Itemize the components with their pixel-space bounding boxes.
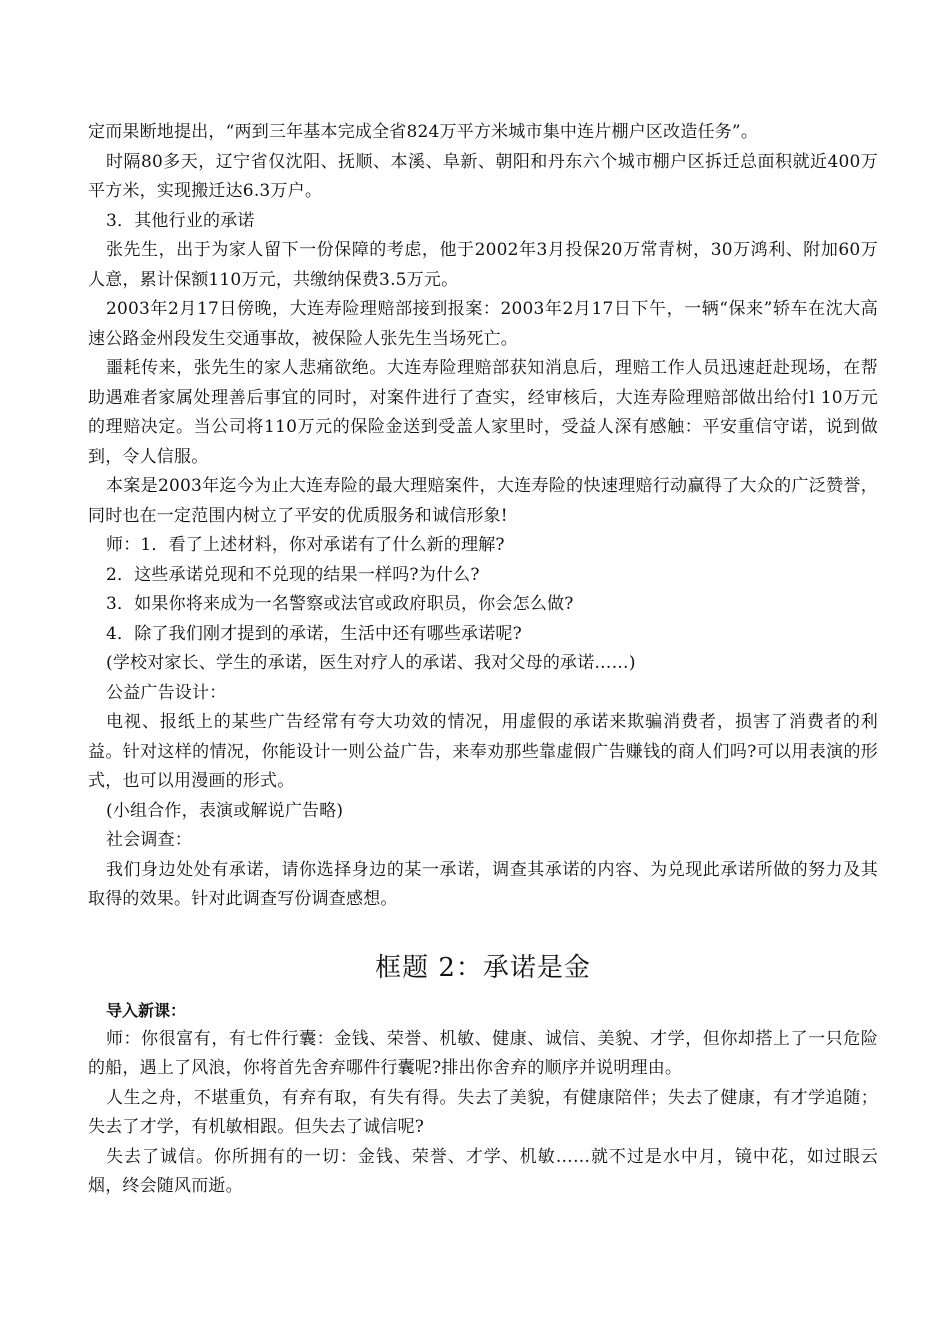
paragraph: (学校对家长、学生的承诺，医生对疗人的承诺、我对父母的承诺……) [106, 653, 636, 673]
paragraph: 失去了诚信。你所拥有的一切：金钱、荣誉、才学、机敏……就不过是水中月，镜中花，如过眼云烟，终会随风而逝。 [88, 1146, 878, 1196]
paragraph: 师：你很富有，有七件行囊：金钱、荣誉、机敏、健康、诚信、美貌、才学，但你却搭上了一只危险的船，遇上了风浪，你将首先舍弃哪件行囊呢?排出你舍弃的顺序并说明理由。 [88, 1028, 878, 1078]
question: 3．如果你将来成为一名警察或法官或政府职员，你会怎么做? [106, 594, 574, 614]
document-body [88, 118, 878, 1202]
question: 师：1．看了上述材料，你对承诺有了什么新的理解? [106, 535, 505, 555]
paragraph: 2003年2月17日傍晚，大连寿险理赔部接到报案：2003年2月17日下午，一辆“保来”轿车在沈大高速公路金州段发生交通事故，被保险人张先生当场死亡。 [88, 299, 878, 349]
activity-label: 公益广告设计： [106, 682, 227, 703]
subheading: 导入新课： [106, 1000, 187, 1020]
activity-label: 社会调查： [106, 830, 192, 850]
paragraph: 本案是2003年迄今为止大连寿险的最大理赔案件，大连寿险的快速理赔行动赢得了大众的广泛赞誉，同时也在一定范围内树立了平安的优质服务和诚信形象! [88, 476, 878, 526]
section-title: 框题 2：承诺是金 [375, 952, 591, 983]
paragraph: 定而果断地提出，“两到三年基本完成全省824万平方米城市集中连片棚户区改造任务”。 [88, 122, 759, 142]
question: 4．除了我们刚才提到的承诺，生活中还有哪些承诺呢? [106, 623, 522, 644]
paragraph: 张先生，出于为家人留下一份保障的考虑，他于2002年3月投保20万常青树，30万鸿利、附加60万人意，累计保额110万元，共缴纳保费3.5万元。 [88, 240, 878, 290]
paragraph: 噩耗传来，张先生的家人悲痛欲绝。大连寿险理赔部获知消息后，理赔工作人员迅速赶赴现场，在帮助遇难者家属处理善后事宜的同时，对案件进行了查实，经审核后，大连寿险理赔部做出给付l 10万元的理赔决定。当公司将110万元的保险金送到受盖人家里时，受益人深有感触：平安重信守诺，说到做到，令人信服。 [88, 358, 878, 467]
paragraph: 电视、报纸上的某些广告经常有夸大功效的情况，用虚假的承诺来欺骗消费者，损害了消费者的利益。针对这样的情况，你能设计一则公益广告，来奉劝那些靠虚假广告赚钱的商人们吗?可以用表演的形式，也可以用漫画的形式。 [88, 712, 878, 791]
paragraph: (小组合作，表演或解说广告略) [106, 800, 344, 821]
paragraph: 我们身边处处有承诺，请你选择身边的某一承诺，调查其承诺的内容、为兑现此承诺所做的努力及其取得的效果。针对此调查写份调查感想。 [88, 859, 878, 909]
paragraph: 时隔80多天，辽宁省仅沈阳、抚顺、本溪、阜新、朝阳和丹东六个城市棚户区拆迁总面积就近400万平方米，实现搬迁达6.3万户。 [88, 151, 878, 201]
paragraph: 人生之舟，不堪重负，有弃有取，有失有得。失去了美貌，有健康陪伴；失去了健康，有才学追随；失去了才学，有机敏相跟。但失去了诚信呢? [88, 1087, 878, 1137]
question: 2．这些承诺兑现和不兑现的结果一样吗?为什么? [106, 564, 480, 585]
list-heading: 3．其他行业的承诺 [106, 210, 255, 231]
